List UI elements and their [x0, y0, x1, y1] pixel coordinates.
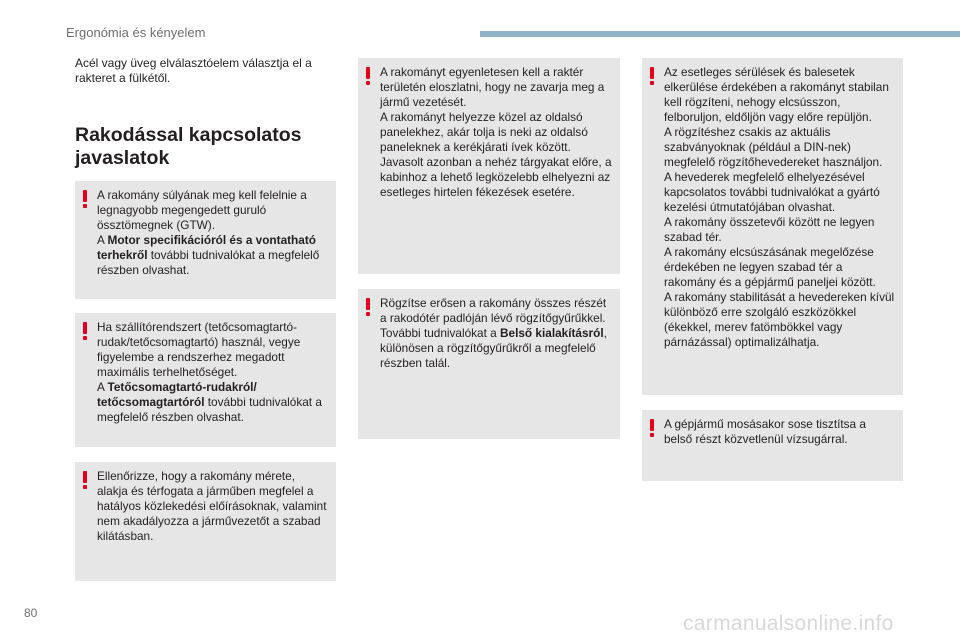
warning-box-load-weight [75, 181, 336, 299]
warning-exclamation-icon [82, 322, 88, 340]
warning-exclamation-icon [82, 471, 88, 489]
warning-text: Ha szállítórendszert (tetőcsomagtartó-rudak/tetőcsomagtartó) használ, vegye figyelembe a rendszerhez megadott maximális terhelhetőséget. A Tetőcsomagtartó-rudakról/ tetőcsomagtartóról további tudnivalókat a megfelelő részben olvashat. [97, 320, 322, 424]
bold-reference: Tetőcsomagtartó-rudakról/ tetőcsomagtartóról [97, 380, 257, 409]
page-header-title: Ergonómia és kényelem [66, 25, 206, 40]
warning-exclamation-icon [649, 67, 655, 85]
warning-exclamation-icon [82, 190, 88, 208]
warning-box-securing-load [358, 289, 620, 439]
bold-reference: Belső kialakításról [500, 326, 604, 340]
warning-box-roof-rack [75, 313, 336, 447]
watermark-text: carmanualsonline.info [683, 612, 894, 635]
warning-text: Az esetleges sérülések és balesetek elkerülése érdekében a rakományt stabilan kell rögzíteni, nehogy elcsússzon, felboruljon, eldőljön vagy előre repüljön. A rögzítéshez csakis az aktuális szabványoknak (például a DIN-nek) megfelelő rögzítőhevedereket használjon. A hevederek megfelelő elhelyezésével kapcsolatos további tudnivalókat a gyártó kezelési útmutatójában olvashat. A rakomány összetevői között ne legyen szabad tér. A rakomány elcsúszásának megelőzése érdekében ne legyen szabad tér a rakomány és a gépjármű paneljei között. A rakomány stabilitását a hevedereken kívül különböző erre szolgáló eszközökkel (ékekkel, merev fatömbökkel vagy párnázással) optimalizálhatja. [664, 65, 895, 349]
warning-text: A gépjármű mosásakor sose tisztítsa a belső részt közvetlenül vízsugárral. [664, 417, 866, 446]
header-accent-bar [480, 31, 960, 37]
warning-exclamation-icon [365, 298, 371, 316]
warning-text: A rakomány súlyának meg kell felelnie a legnagyobb megengedett guruló össztömegnek (GTW). A Motor specifikációról és a vontatható terhekről további tudnivalókat a megfelelő részben olvashat. [97, 188, 320, 277]
warning-exclamation-icon [365, 67, 371, 85]
warning-box-load-dimensions [75, 462, 336, 581]
warning-box-load-distribution [358, 58, 620, 274]
warning-box-lashing-straps [642, 58, 903, 395]
warning-text: Rögzítse erősen a rakomány összes részét a rakodótér padlóján lévő rögzítőgyűrűkkel. További tudnivalókat a Belső kialakításról, különösen a rögzítőgyűrűkről a megfelelő részben talál. [380, 296, 607, 370]
warning-text: Ellenőrizze, hogy a rakomány mérete, alakja és térfogata a járműben megfelel a hatályos közlekedési előírásoknak, valamint nem akadályozza a járművezetőt a szabad kilátásban. [97, 469, 327, 543]
intro-paragraph: Acél vagy üveg elválasztóelem választja el a rakteret a fülkétől. [75, 56, 312, 85]
warning-exclamation-icon [649, 419, 655, 437]
section-title: Rakodással kapcsolatos javaslatok [75, 124, 302, 169]
page-number: 80 [24, 606, 38, 620]
warning-box-washing [642, 410, 903, 481]
warning-text: A rakományt egyenletesen kell a raktér területén eloszlatni, hogy ne zavarja meg a jármű vezetését. A rakományt helyezze közel az oldalsó panelekhez, akár tolja is neki az oldalsó paneleknek a kerékjárati ívek között. Javasolt azonban a nehéz tárgyakat előre, a kabinhoz a lehető legközelebb elhelyezni az esetleges hirtelen fékezések esetére. [380, 65, 612, 199]
bold-reference: Motor specifikációról és a vontatható terhekről [97, 233, 316, 262]
